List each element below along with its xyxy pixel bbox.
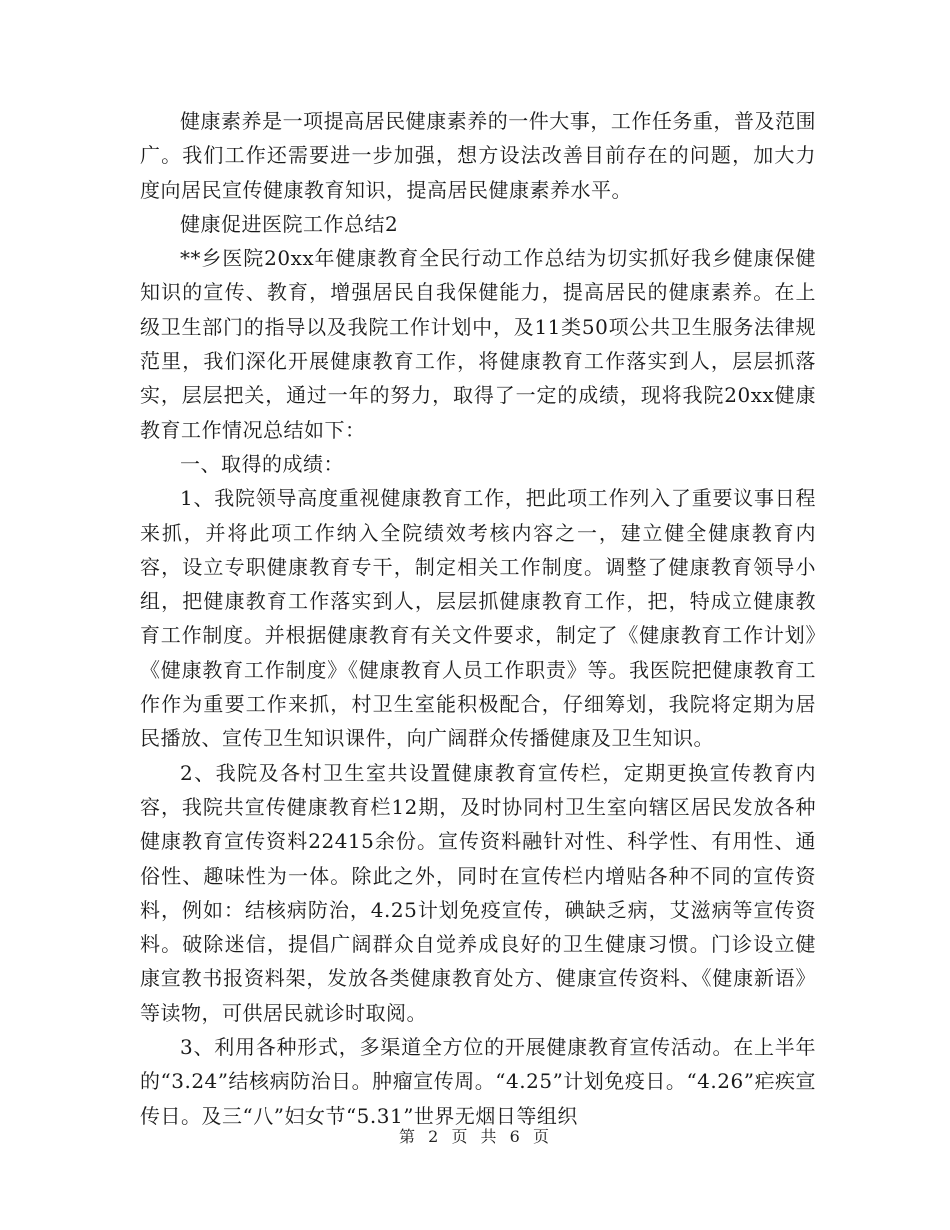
- page-label-mid: 页: [451, 1127, 470, 1146]
- subheading-achievements: 一、取得的成绩：: [180, 451, 344, 476]
- page-label-suffix: 页: [532, 1127, 551, 1146]
- paragraph-health-literacy: 健康素养是一项提高居民健康素养的一件大事，工作任务重，普及范围广。我们工作还需要进一步加强，想方设法改善目前存在的问题，加大力度向居民宣传健康教育知识，提高居民健康素养水平。: [140, 109, 816, 202]
- page-footer: [0, 1124, 950, 1147]
- page-total: 6: [509, 1127, 522, 1146]
- page-current: 2: [428, 1127, 441, 1146]
- document-body: [140, 104, 816, 1133]
- section-title: 健康促进医院工作总结2: [180, 211, 399, 236]
- paragraph-intro: **乡医院20xx年健康教育全民行动工作总结为切实抓好我乡健康保健知识的宣传、教育，增强居民自我保健能力，提高居民的健康素养。在上级卫生部门的指导以及我院工作计划中，及11类50项公共卫生服务法律规范里，我们深化开展健康教育工作，将健康教育工作落实到人，层层抓落实，层层把关，通过一年的努力，取得了一定的成绩，现将我院20xx健康教育工作情况总结如下：: [140, 246, 816, 442]
- paragraph-item-2: 2、我院及各村卫生室共设置健康教育宣传栏，定期更换宣传教育内容，我院共宣传健康教育栏12期，及时协同村卫生室向辖区居民发放各种健康教育宣传资料22415余份。宣传资料融针对性、科学性、有用性、通俗性、趣味性为一体。除此之外，同时在宣传栏内增贴各种不同的宣传资料，例如：结核病防治，4.25计划免疫宣传，碘缺乏病，艾滋病等宣传资料。破除迷信，提倡广阔群众自觉养成良好的卫生健康习惯。门诊设立健康宣教书报资料架，发放各类健康教育处方、健康宣传资料、《健康新语》等读物，可供居民就诊时取阅。: [140, 760, 816, 1025]
- paragraph-item-1: 1、我院领导高度重视健康教育工作，把此项工作列入了重要议事日程来抓，并将此项工作纳入全院绩效考核内容之一，建立健全健康教育内容，设立专职健康教育专干，制定相关工作制度。调整了健康教育领导小组，把健康教育工作落实到人，层层抓健康教育工作，把，特成立健康教育工作制度。并根据健康教育有关文件要求，制定了《健康教育工作计划》《健康教育工作制度》《健康教育人员工作职责》等。我医院把健康教育工作作为重要工作来抓，村卫生室能积极配合，仔细筹划，我院将定期为居民播放、宣传卫生知识课件，向广阔群众传播健康及卫生知识。: [140, 486, 816, 751]
- paragraph-item-3: 3、利用各种形式，多渠道全方位的开展健康教育宣传活动。在上半年的“3.24”结核病防治日。肿瘤宣传周。“4.25”计划免疫日。“4.26”疟疾宣传日。及三“八”妇女节“5.31”世界无烟日等组织: [140, 1035, 816, 1128]
- page-label-prefix: 第: [399, 1127, 418, 1146]
- page-label-total-prefix: 共: [480, 1127, 499, 1146]
